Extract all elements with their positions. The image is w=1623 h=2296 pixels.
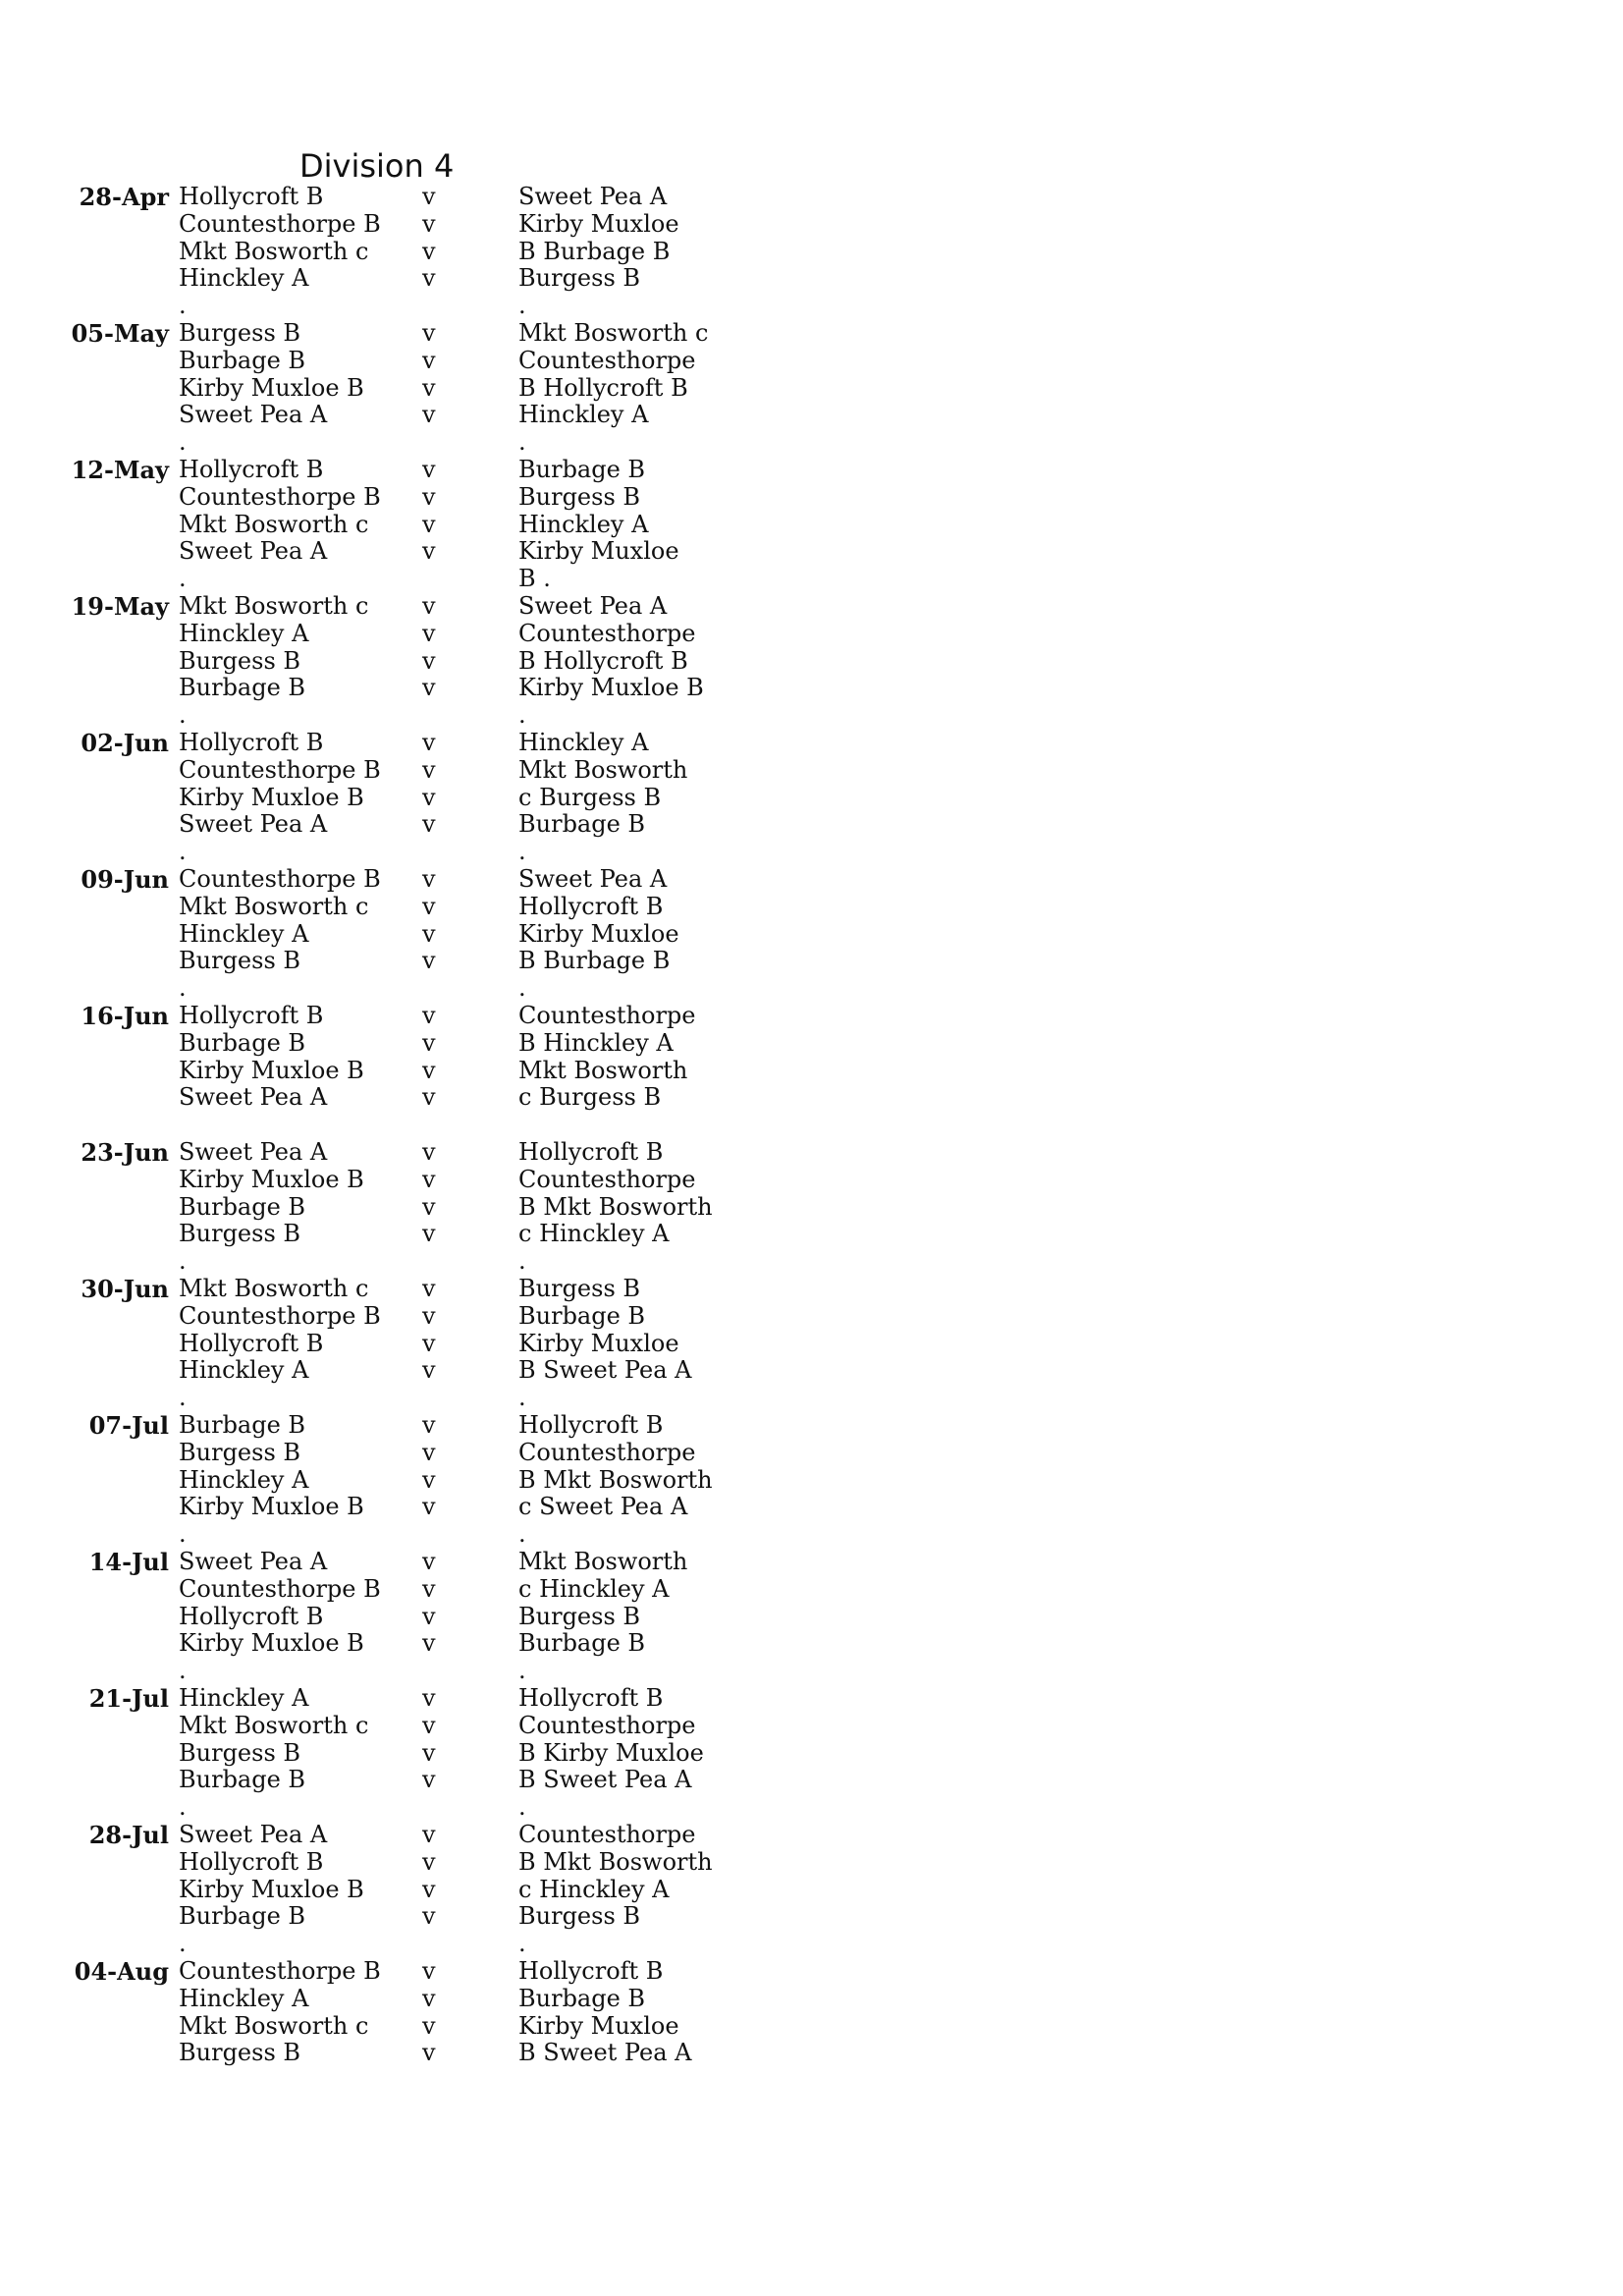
- away-team: B .: [518, 565, 551, 593]
- fixture-row: [0, 512, 884, 539]
- home-team: Countesthorpe B: [179, 482, 381, 511]
- versus-label: v: [422, 1301, 436, 1330]
- fixture-row: [0, 593, 884, 621]
- fixture-date: 28-Jul: [88, 1821, 169, 1849]
- home-team: Sweet Pea A: [179, 1821, 328, 1848]
- home-team: Hollycroft B: [179, 1002, 324, 1029]
- fixture-date: 19-May: [71, 592, 169, 621]
- fixture-row: [0, 1221, 884, 1248]
- away-team: .: [518, 428, 526, 457]
- away-team: Burgess B: [518, 1275, 641, 1302]
- fixture-row: [0, 1412, 884, 1440]
- fixture-row: [0, 1467, 884, 1495]
- versus-label: v: [422, 2039, 436, 2067]
- versus-label: v: [422, 947, 436, 975]
- away-team: Countesthorpe: [518, 619, 696, 647]
- away-team: Countesthorpe: [518, 1821, 696, 1848]
- away-team: Burbage B: [518, 1629, 646, 1658]
- away-team: B Burbage B: [518, 237, 671, 265]
- fixture-row: [0, 1331, 884, 1358]
- fixture-row: [0, 1385, 884, 1412]
- home-team: .: [179, 838, 187, 866]
- home-team: Mkt Bosworth c: [179, 892, 369, 920]
- versus-label: v: [422, 2011, 436, 2040]
- away-team: B Hollycroft B: [518, 373, 688, 402]
- home-team: .: [179, 292, 187, 320]
- away-team: Kirby Muxloe: [518, 2011, 679, 2040]
- fixture-date: 23-Jun: [81, 1138, 169, 1167]
- fixture-row: [0, 757, 884, 785]
- home-team: Sweet Pea A: [179, 537, 328, 566]
- fixture-row: [0, 2040, 884, 2067]
- home-team: .: [179, 565, 187, 593]
- home-team: Kirby Muxloe B: [179, 1165, 364, 1193]
- fixture-row: [0, 621, 884, 648]
- fixture-row: [0, 1630, 884, 1658]
- away-team: Countesthorpe: [518, 1002, 696, 1029]
- fixture-row: [0, 1576, 884, 1604]
- home-team: Kirby Muxloe B: [179, 1629, 364, 1658]
- versus-label: v: [422, 892, 436, 920]
- division-title: Division 4: [299, 147, 455, 185]
- fixture-row: [0, 948, 884, 975]
- versus-label: v: [422, 729, 436, 756]
- fixture-row: [0, 1030, 884, 1058]
- fixture-row: [0, 1303, 884, 1331]
- fixture-row: [0, 1685, 884, 1713]
- away-team: .: [518, 1793, 526, 1822]
- fixture-row: [0, 921, 884, 949]
- away-team: B Kirby Muxloe: [518, 1738, 704, 1767]
- fixture-round: [0, 1549, 884, 1685]
- versus-label: v: [422, 1738, 436, 1767]
- away-team: Countesthorpe: [518, 346, 696, 374]
- fixture-date: 07-Jul: [88, 1411, 169, 1440]
- fixture-row: [0, 320, 884, 348]
- fixture-row: [0, 1139, 884, 1167]
- away-team: Kirby Muxloe: [518, 919, 679, 948]
- away-team: B Hollycroft B: [518, 646, 688, 675]
- fixture-round: [0, 1276, 884, 1412]
- home-team: .: [179, 974, 187, 1003]
- versus-label: v: [422, 1602, 436, 1630]
- fixture-row: [0, 1521, 884, 1549]
- away-team: Burbage B: [518, 1984, 646, 2012]
- versus-label: v: [422, 1329, 436, 1357]
- fixture-round: [0, 1412, 884, 1549]
- versus-label: v: [422, 1847, 436, 1876]
- home-team: Burbage B: [179, 346, 306, 374]
- home-team: Hollycroft B: [179, 183, 324, 210]
- versus-label: v: [422, 346, 436, 374]
- away-team: Kirby Muxloe: [518, 1329, 679, 1357]
- home-team: Sweet Pea A: [179, 1138, 328, 1166]
- away-team: .: [518, 974, 526, 1003]
- away-team: Hollycroft B: [518, 1138, 664, 1166]
- away-team: B Hinckley A: [518, 1028, 674, 1057]
- home-team: Burgess B: [179, 1438, 301, 1466]
- fixture-row: [0, 839, 884, 866]
- versus-label: v: [422, 1574, 436, 1603]
- fixture-row: [0, 894, 884, 921]
- versus-label: v: [422, 1684, 436, 1712]
- home-team: Countesthorpe B: [179, 1957, 381, 1985]
- home-team: Burgess B: [179, 2039, 301, 2067]
- versus-label: v: [422, 1356, 436, 1385]
- home-team: Burbage B: [179, 1028, 306, 1057]
- fixture-row: [0, 265, 884, 293]
- home-team: Kirby Muxloe B: [179, 373, 364, 402]
- versus-label: v: [422, 537, 436, 566]
- fixture-row: [0, 211, 884, 239]
- fixture-round: [0, 1003, 884, 1139]
- versus-label: v: [422, 401, 436, 429]
- fixture-round: [0, 1139, 884, 1276]
- away-team: Hinckley A: [518, 510, 649, 538]
- fixture-row: [0, 239, 884, 266]
- away-team: Mkt Bosworth c: [518, 319, 709, 347]
- versus-label: v: [422, 1165, 436, 1193]
- versus-label: v: [422, 373, 436, 402]
- away-team: .: [518, 1657, 526, 1685]
- away-team: Hollycroft B: [518, 1684, 664, 1712]
- versus-label: v: [422, 755, 436, 784]
- home-team: Kirby Muxloe B: [179, 1493, 364, 1521]
- fixture-date: 05-May: [71, 319, 169, 348]
- away-team: Hollycroft B: [518, 1411, 664, 1439]
- versus-label: v: [422, 1902, 436, 1931]
- versus-label: v: [422, 674, 436, 702]
- versus-label: v: [422, 1821, 436, 1848]
- fixture-round: [0, 457, 884, 593]
- fixture-row: [0, 702, 884, 730]
- away-team: c Hinckley A: [518, 1875, 670, 1903]
- away-team: Burgess B: [518, 1602, 641, 1630]
- versus-label: v: [422, 919, 436, 948]
- away-team: Kirby Muxloe: [518, 537, 679, 566]
- away-team: Countesthorpe: [518, 1438, 696, 1466]
- fixture-row: [0, 1767, 884, 1794]
- fixture-row: [0, 785, 884, 812]
- versus-label: v: [422, 1028, 436, 1057]
- home-team: .: [179, 1657, 187, 1685]
- fixture-row: [0, 1549, 884, 1576]
- home-team: .: [179, 1793, 187, 1822]
- away-team: B Mkt Bosworth: [518, 1465, 713, 1494]
- home-team: Hinckley A: [179, 919, 309, 948]
- away-team: c Hinckley A: [518, 1220, 670, 1248]
- home-team: .: [179, 1384, 187, 1412]
- fixture-row: [0, 1713, 884, 1740]
- fixture-round: [0, 1822, 884, 1958]
- versus-label: v: [422, 1984, 436, 2012]
- fixture-row: [0, 1794, 884, 1822]
- versus-label: v: [422, 810, 436, 839]
- fixture-row: [0, 1903, 884, 1931]
- away-team: Kirby Muxloe B: [518, 674, 704, 702]
- fixture-row: [0, 1822, 884, 1849]
- fixture-row: [0, 184, 884, 211]
- home-team: Hollycroft B: [179, 1847, 324, 1876]
- versus-label: v: [422, 209, 436, 238]
- home-team: Countesthorpe B: [179, 755, 381, 784]
- home-team: Hinckley A: [179, 1684, 309, 1712]
- fixture-round: [0, 184, 884, 320]
- home-team: Burgess B: [179, 646, 301, 675]
- fixture-row: [0, 457, 884, 484]
- fixture-round: [0, 866, 884, 1003]
- versus-label: v: [422, 1056, 436, 1084]
- home-team: Hollycroft B: [179, 729, 324, 756]
- versus-label: v: [422, 865, 436, 893]
- away-team: Mkt Bosworth: [518, 1056, 688, 1084]
- home-team: Burbage B: [179, 1411, 306, 1439]
- away-team: B Sweet Pea A: [518, 1356, 692, 1385]
- home-team: .: [179, 1930, 187, 1958]
- fixture-row: [0, 1167, 884, 1194]
- fixture-row: [0, 1877, 884, 1904]
- fixture-row: [0, 1357, 884, 1385]
- versus-label: v: [422, 1002, 436, 1029]
- away-team: .: [518, 701, 526, 730]
- away-team: .: [518, 1247, 526, 1276]
- fixture-date: 16-Jun: [81, 1002, 169, 1030]
- away-team: Kirby Muxloe: [518, 209, 679, 238]
- home-team: Hollycroft B: [179, 1329, 324, 1357]
- home-team: Hollycroft B: [179, 456, 324, 483]
- fixture-row: [0, 730, 884, 757]
- fixture-row: [0, 1276, 884, 1303]
- fixture-row: [0, 375, 884, 403]
- away-team: Hollycroft B: [518, 892, 664, 920]
- away-team: Hinckley A: [518, 729, 649, 756]
- away-team: B Sweet Pea A: [518, 1766, 692, 1794]
- versus-label: v: [422, 1275, 436, 1302]
- away-team: c Burgess B: [518, 1083, 662, 1112]
- versus-label: v: [422, 646, 436, 675]
- fixture-row: [0, 975, 884, 1003]
- fixture-row: [0, 1003, 884, 1030]
- away-team: .: [518, 292, 526, 320]
- home-team: Hollycroft B: [179, 1602, 324, 1630]
- fixture-row: [0, 1194, 884, 1222]
- versus-label: v: [422, 1138, 436, 1166]
- fixture-row: [0, 1849, 884, 1877]
- home-team: .: [179, 1520, 187, 1549]
- fixture-row: [0, 293, 884, 320]
- fixture-row: [0, 484, 884, 512]
- home-team: Burgess B: [179, 1220, 301, 1248]
- home-team: Mkt Bosworth c: [179, 2011, 369, 2040]
- fixture-date: 21-Jul: [88, 1684, 169, 1713]
- versus-label: v: [422, 1493, 436, 1521]
- versus-label: v: [422, 592, 436, 620]
- away-team: Sweet Pea A: [518, 865, 668, 893]
- fixture-row: [0, 429, 884, 457]
- versus-label: v: [422, 1411, 436, 1439]
- home-team: Burbage B: [179, 1902, 306, 1931]
- home-team: Mkt Bosworth c: [179, 237, 369, 265]
- fixture-row: [0, 2013, 884, 2041]
- fixture-row: [0, 1440, 884, 1467]
- fixture-round: [0, 730, 884, 866]
- fixture-row: [0, 1112, 884, 1139]
- fixture-row: [0, 1604, 884, 1631]
- away-team: Burgess B: [518, 482, 641, 511]
- away-team: Burgess B: [518, 1902, 641, 1931]
- fixture-round: [0, 593, 884, 730]
- versus-label: v: [422, 1465, 436, 1494]
- fixture-row: [0, 1248, 884, 1276]
- versus-label: v: [422, 1711, 436, 1739]
- away-team: .: [518, 1930, 526, 1958]
- home-team: Hinckley A: [179, 619, 309, 647]
- home-team: .: [179, 1247, 187, 1276]
- away-team: B Mkt Bosworth: [518, 1192, 713, 1221]
- fixture-row: [0, 811, 884, 839]
- home-team: Kirby Muxloe B: [179, 1056, 364, 1084]
- versus-label: v: [422, 1766, 436, 1794]
- fixture-date: 02-Jun: [81, 729, 169, 757]
- fixture-row: [0, 1931, 884, 1958]
- fixture-round: [0, 320, 884, 457]
- home-team: Sweet Pea A: [179, 1083, 328, 1112]
- home-team: Hinckley A: [179, 264, 309, 293]
- versus-label: v: [422, 1083, 436, 1112]
- versus-label: v: [422, 1548, 436, 1575]
- fixture-row: [0, 648, 884, 676]
- fixture-round: [0, 1958, 884, 2067]
- versus-label: v: [422, 264, 436, 293]
- versus-label: v: [422, 183, 436, 210]
- away-team: Burbage B: [518, 810, 646, 839]
- home-team: Kirby Muxloe B: [179, 783, 364, 811]
- versus-label: v: [422, 1875, 436, 1903]
- fixture-round: [0, 1685, 884, 1822]
- home-team: Hinckley A: [179, 1984, 309, 2012]
- away-team: B Sweet Pea A: [518, 2039, 692, 2067]
- away-team: c Burgess B: [518, 783, 662, 811]
- fixture-row: [0, 538, 884, 566]
- versus-label: v: [422, 482, 436, 511]
- versus-label: v: [422, 1438, 436, 1466]
- home-team: Kirby Muxloe B: [179, 1875, 364, 1903]
- home-team: .: [179, 701, 187, 730]
- away-team: .: [518, 1520, 526, 1549]
- home-team: Burgess B: [179, 1738, 301, 1767]
- fixture-row: [0, 1084, 884, 1112]
- away-team: Sweet Pea A: [518, 592, 668, 620]
- versus-label: v: [422, 319, 436, 347]
- home-team: Hinckley A: [179, 1356, 309, 1385]
- away-team: B Mkt Bosworth: [518, 1847, 713, 1876]
- fixture-row: [0, 675, 884, 702]
- versus-label: v: [422, 510, 436, 538]
- versus-label: v: [422, 619, 436, 647]
- away-team: Burbage B: [518, 1301, 646, 1330]
- away-team: Hinckley A: [518, 401, 649, 429]
- fixture-date: 14-Jul: [88, 1548, 169, 1576]
- away-team: Burgess B: [518, 264, 641, 293]
- versus-label: v: [422, 1629, 436, 1658]
- fixture-row: [0, 348, 884, 375]
- away-team: Countesthorpe: [518, 1711, 696, 1739]
- home-team: Burbage B: [179, 1766, 306, 1794]
- home-team: Countesthorpe B: [179, 209, 381, 238]
- away-team: Sweet Pea A: [518, 183, 668, 210]
- home-team: .: [179, 428, 187, 457]
- away-team: Mkt Bosworth: [518, 755, 688, 784]
- home-team: Mkt Bosworth c: [179, 592, 369, 620]
- fixture-row: [0, 1958, 884, 1986]
- home-team: Hinckley A: [179, 1465, 309, 1494]
- home-team: Mkt Bosworth c: [179, 510, 369, 538]
- home-team: Countesthorpe B: [179, 865, 381, 893]
- home-team: Mkt Bosworth c: [179, 1275, 369, 1302]
- fixture-date: 09-Jun: [81, 865, 169, 894]
- fixture-date: 12-May: [71, 456, 169, 484]
- away-team: Burbage B: [518, 456, 646, 483]
- versus-label: v: [422, 1220, 436, 1248]
- versus-label: v: [422, 783, 436, 811]
- home-team: Countesthorpe B: [179, 1574, 381, 1603]
- away-team: Countesthorpe: [518, 1165, 696, 1193]
- home-team: Burbage B: [179, 674, 306, 702]
- fixture-row: [0, 1658, 884, 1685]
- fixture-row: [0, 1740, 884, 1768]
- fixture-date: 28-Apr: [79, 183, 169, 211]
- fixture-row: [0, 1058, 884, 1085]
- away-team: B Burbage B: [518, 947, 671, 975]
- home-team: Sweet Pea A: [179, 810, 328, 839]
- fixture-row: [0, 866, 884, 894]
- fixture-row: [0, 566, 884, 593]
- away-team: c Hinckley A: [518, 1574, 670, 1603]
- away-team: .: [518, 838, 526, 866]
- home-team: Mkt Bosworth c: [179, 1711, 369, 1739]
- home-team: Countesthorpe B: [179, 1301, 381, 1330]
- away-team: Hollycroft B: [518, 1957, 664, 1985]
- away-team: .: [518, 1384, 526, 1412]
- versus-label: v: [422, 456, 436, 483]
- versus-label: v: [422, 237, 436, 265]
- away-team: c Sweet Pea A: [518, 1493, 688, 1521]
- fixture-row: [0, 402, 884, 429]
- fixture-date: 30-Jun: [81, 1275, 169, 1303]
- versus-label: v: [422, 1192, 436, 1221]
- fixture-date: 04-Aug: [74, 1957, 169, 1986]
- home-team: Burgess B: [179, 947, 301, 975]
- fixture-row: [0, 1494, 884, 1521]
- home-team: Burgess B: [179, 319, 301, 347]
- away-team: Mkt Bosworth: [518, 1548, 688, 1575]
- versus-label: v: [422, 1957, 436, 1985]
- home-team: Sweet Pea A: [179, 1548, 328, 1575]
- home-team: Sweet Pea A: [179, 401, 328, 429]
- fixture-row: [0, 1986, 884, 2013]
- home-team: Burbage B: [179, 1192, 306, 1221]
